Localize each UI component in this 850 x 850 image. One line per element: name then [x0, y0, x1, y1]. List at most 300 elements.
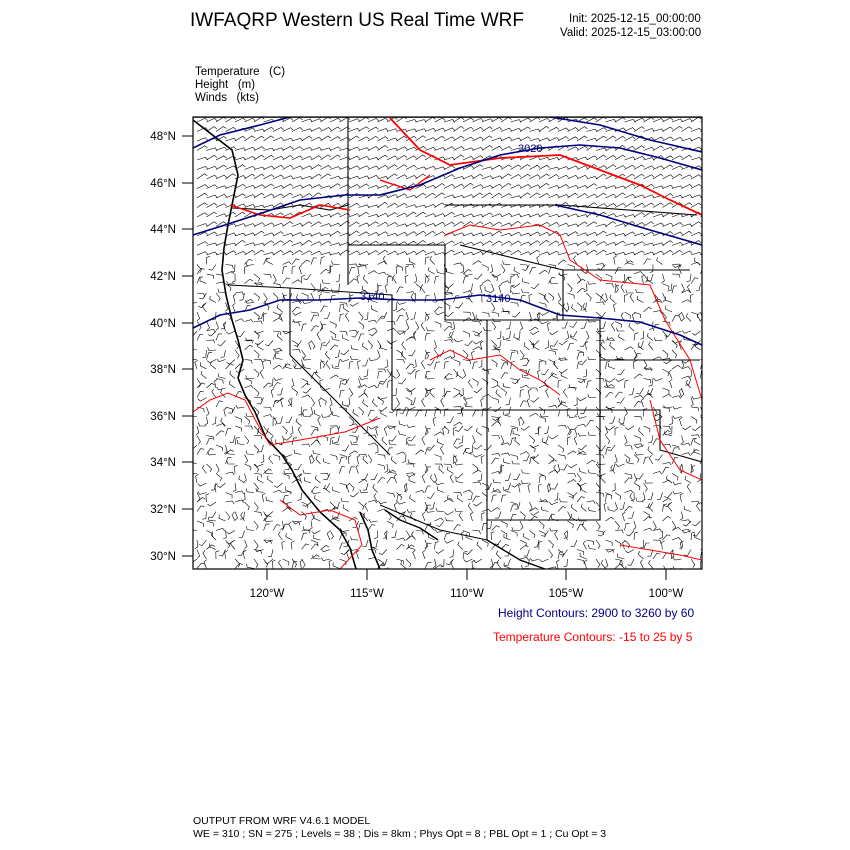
wind-barb [226, 243, 237, 246]
wind-barb [413, 332, 416, 341]
wind-barb [374, 493, 378, 502]
wind-barb [197, 312, 200, 321]
wind-barb [672, 341, 677, 349]
wind-barb [321, 306, 328, 312]
wind-barb [313, 450, 321, 454]
wind-barb [205, 417, 208, 426]
wind-barb [283, 278, 291, 284]
wind-barb [685, 476, 691, 483]
wind-barb [691, 252, 702, 255]
wind-barb [256, 488, 264, 493]
wind-barb [264, 127, 275, 131]
wind-barb [226, 493, 233, 499]
wind-barb [605, 426, 608, 435]
wind-barb [349, 467, 355, 474]
wind-barb [378, 455, 386, 459]
contour-label: 3020 [518, 143, 543, 155]
wind-barb [197, 407, 204, 412]
wind-barb [433, 417, 436, 426]
wind-barb [549, 405, 558, 408]
wind-barb [492, 471, 501, 474]
wind-barb [389, 441, 397, 445]
wind-barb [673, 416, 682, 419]
wind-barb [558, 214, 569, 217]
wind-barb [653, 223, 664, 227]
wind-barb [493, 488, 501, 493]
wind-barb [441, 398, 444, 407]
wind-barb [396, 266, 399, 274]
wind-barb [520, 452, 529, 455]
wind-barb [653, 119, 664, 123]
wind-barb [292, 156, 303, 160]
wind-barb [606, 155, 616, 160]
wind-barb [450, 550, 454, 558]
wind-barb [549, 436, 558, 440]
wind-barb [254, 129, 265, 132]
wind-barb [273, 175, 284, 179]
wind-barb [302, 444, 311, 447]
wind-barb [435, 193, 445, 198]
wind-barb [245, 174, 255, 179]
wind-barb [653, 129, 664, 132]
wind-barb [695, 438, 701, 445]
wind-barb [254, 155, 264, 160]
wind-barb [235, 465, 238, 473]
wind-barb [468, 493, 473, 500]
wind-barb [539, 475, 544, 483]
wind-barb [463, 312, 471, 316]
wind-barb [254, 293, 260, 301]
wind-barb [406, 398, 412, 405]
wind-barb [473, 482, 482, 485]
wind-barb [577, 215, 588, 218]
wind-barb [530, 185, 541, 189]
wind-barb [568, 464, 577, 468]
field-unit: (C) [269, 66, 286, 78]
wind-barb [330, 137, 341, 141]
wind-barb [615, 193, 625, 198]
wind-barb [302, 293, 309, 299]
wind-barb [473, 362, 478, 369]
wind-barb [393, 303, 396, 311]
wind-barb [562, 322, 568, 329]
wind-barb [405, 275, 408, 284]
wind-barb [311, 258, 317, 265]
wind-barb [634, 483, 640, 490]
wind-barb [551, 483, 558, 489]
wind-barb [596, 186, 607, 189]
wind-barb [302, 119, 313, 122]
wind-barb [350, 303, 359, 307]
wind-barb [520, 233, 531, 236]
wind-barb [444, 533, 450, 540]
wind-barb [197, 563, 205, 568]
wind-barb [212, 417, 216, 425]
wind-barb [601, 342, 606, 350]
wind-barb [273, 417, 277, 426]
wind-barb [454, 136, 464, 141]
wind-barb [254, 147, 265, 151]
field-name: Temperature [195, 66, 260, 78]
wind-barb [279, 560, 283, 569]
wind-barb [454, 155, 464, 160]
wind-barb [563, 304, 568, 312]
wind-barb [444, 137, 455, 141]
wind-barb [596, 117, 606, 122]
wind-barb [627, 559, 634, 565]
wind-barb [263, 360, 266, 369]
wind-barb [528, 484, 531, 493]
wind-barb [664, 493, 672, 498]
wind-barb [321, 155, 331, 160]
wind-barb [283, 165, 294, 169]
wind-barb [262, 493, 265, 502]
wind-barb [495, 512, 501, 519]
wind-barb [292, 243, 303, 246]
wind-barb [319, 294, 322, 303]
wind-barb [549, 293, 554, 301]
wind-barb [444, 322, 451, 327]
wind-barb [283, 213, 294, 217]
wind-barb [435, 222, 446, 226]
wind-barb [349, 231, 359, 236]
wind-barb [625, 407, 628, 416]
wind-barb [302, 530, 310, 533]
wind-barb [644, 203, 655, 208]
wind-barb [254, 398, 262, 401]
wind-barb [663, 185, 674, 188]
wind-barb [235, 491, 244, 494]
wind-barb [197, 157, 208, 160]
wind-barb [378, 202, 388, 207]
wind-barb [480, 284, 483, 293]
wind-barb [273, 365, 282, 369]
wind-barb [604, 503, 607, 512]
wind-barb [198, 398, 207, 402]
wind-barb [625, 380, 629, 388]
wind-barb [499, 464, 502, 473]
wind-barb [294, 450, 301, 455]
wind-barb [473, 185, 484, 189]
wind-barb [568, 344, 574, 351]
wind-barb [672, 316, 679, 322]
wind-barb [530, 165, 541, 169]
wind-barb [653, 174, 663, 179]
wind-barb [416, 490, 425, 493]
wind-barb [496, 551, 501, 559]
wind-barb [615, 155, 625, 160]
wind-barb [625, 184, 636, 189]
wind-barb [369, 519, 378, 522]
wind-barb [606, 194, 617, 198]
wind-barb [444, 356, 453, 359]
wind-barb [682, 224, 693, 227]
wind-barb [644, 517, 652, 522]
wind-barb [416, 284, 421, 292]
wind-barb [359, 196, 370, 199]
wind-barb [511, 455, 518, 460]
wind-barb [368, 147, 379, 151]
wind-barb [454, 126, 464, 131]
wind-barb [416, 205, 427, 208]
wind-barb [520, 193, 530, 198]
wind-barb [568, 521, 574, 528]
wind-barb [511, 221, 521, 226]
wind-barb [389, 436, 397, 442]
wind-barb [235, 136, 245, 141]
wind-barb [277, 333, 282, 341]
wind-barb [387, 493, 394, 498]
wind-barb [644, 307, 652, 312]
wind-barb [473, 214, 484, 217]
wind-barb [444, 166, 455, 170]
wind-barb [568, 243, 579, 246]
wind-barb [445, 540, 454, 543]
wind-barb [425, 257, 429, 265]
wind-barb [221, 350, 226, 357]
wind-barb [254, 205, 265, 208]
wind-barb [473, 127, 484, 131]
wind-barb [237, 440, 244, 445]
wind-barb [383, 256, 387, 265]
wind-barb [277, 417, 282, 424]
lat-axis [150, 131, 176, 563]
wind-barb [296, 418, 301, 426]
wind-barb [435, 253, 446, 256]
wind-barb [501, 465, 504, 473]
wind-barb [245, 379, 252, 385]
wind-barb [235, 251, 246, 255]
wind-barb [520, 214, 531, 217]
wind-barb [435, 550, 444, 554]
wind-barb [606, 361, 611, 369]
wind-barb [254, 540, 258, 549]
wind-barb [663, 175, 674, 179]
wind-barb [311, 544, 319, 550]
wind-barb [267, 428, 273, 436]
wind-barb [399, 431, 406, 436]
wind-barb [539, 222, 550, 226]
wind-barb [203, 550, 207, 559]
lon-label-120: 120°W [249, 588, 285, 600]
wind-barb [210, 543, 217, 549]
wind-barb [302, 147, 313, 150]
wind-barb [625, 550, 634, 553]
wind-barb [625, 174, 635, 179]
wind-barb [579, 450, 587, 454]
wind-barb [606, 252, 617, 255]
wind-barb [663, 203, 673, 208]
wind-barb [197, 383, 205, 388]
wind-barb [653, 251, 664, 255]
wind-barb [520, 165, 530, 170]
wind-barb [506, 407, 511, 414]
wind-barb [302, 251, 313, 255]
wind-barb [245, 279, 254, 283]
wind-barb [435, 432, 444, 436]
wind-barb [340, 166, 351, 169]
wind-barb [539, 157, 550, 160]
wind-barb [311, 341, 315, 350]
wind-barb [598, 265, 606, 270]
wind-barb [512, 312, 520, 317]
wind-barb [473, 379, 479, 386]
height-contour-legend: Height Contours: 2900 to 3260 by 60 [498, 606, 695, 620]
wind-barb [642, 275, 645, 284]
wind-barb [568, 252, 579, 255]
wind-barb [359, 184, 370, 189]
wind-barb [519, 484, 522, 493]
wind-barb [351, 345, 358, 350]
wind-barb [503, 383, 510, 388]
wind-barb [539, 118, 550, 122]
wind-barb [368, 214, 379, 217]
wind-barb [625, 312, 631, 319]
wind-barb [230, 436, 235, 443]
wind-barb [511, 128, 522, 131]
wind-barb [614, 303, 617, 312]
wind-barb [416, 322, 419, 331]
wind-barb [577, 127, 587, 132]
wind-barb [208, 452, 216, 455]
wind-barb [235, 350, 239, 359]
wind-barb [422, 474, 425, 483]
wind-barb [425, 543, 431, 549]
wind-barb [197, 213, 208, 217]
wind-barb [416, 410, 423, 416]
wind-barb [492, 360, 498, 368]
wind-barb [492, 222, 503, 226]
wind-barb [368, 328, 377, 331]
wind-barb [254, 512, 262, 516]
wind-barb [601, 560, 605, 568]
wind-barb [435, 203, 445, 208]
wind-barb [312, 491, 321, 494]
wind-barb [644, 158, 655, 161]
wind-barb [364, 312, 368, 320]
wind-barb [463, 195, 474, 198]
wind-barb [620, 502, 625, 509]
wind-barb [520, 252, 531, 255]
wind-barb [304, 477, 311, 483]
wind-barb [606, 222, 616, 227]
wind-barb [511, 138, 522, 141]
wind-barb [232, 274, 235, 282]
wind-barb [578, 445, 586, 450]
wind-barb [425, 448, 431, 455]
wind-barb [322, 341, 330, 347]
wind-barb [672, 166, 683, 170]
wind-barb [473, 261, 482, 265]
wind-barb [302, 185, 313, 189]
wind-barb [406, 223, 417, 227]
wind-barb [195, 540, 198, 549]
wind-barb [330, 176, 341, 179]
wind-barb [330, 345, 338, 350]
wind-barb [302, 410, 308, 417]
wind-barb [397, 175, 408, 179]
wind-barb [606, 119, 617, 122]
wind-barb [691, 559, 695, 568]
wind-barb [482, 241, 493, 246]
wind-barb [606, 540, 613, 546]
wind-barb [454, 439, 461, 445]
wind-barb [226, 138, 237, 141]
wind-barb [425, 193, 435, 198]
wind-barb [625, 474, 633, 479]
wind-barb [216, 474, 222, 482]
wind-barb [530, 445, 536, 452]
wind-barb [522, 265, 529, 271]
wind-barb [511, 214, 522, 217]
wind-barb [283, 138, 294, 141]
wind-barb [644, 259, 651, 265]
wind-barb [425, 391, 430, 398]
wind-barb [440, 446, 444, 455]
wind-barb [539, 126, 549, 131]
wind-barb [237, 331, 244, 337]
wind-barb [292, 350, 300, 353]
wind-barb [368, 569, 371, 578]
wind-barb [271, 389, 274, 398]
wind-barb [227, 451, 235, 455]
wind-barb [239, 476, 245, 483]
wind-barb [265, 559, 273, 564]
wind-barb [571, 540, 577, 547]
wind-barb [691, 232, 702, 236]
wind-barb [511, 185, 522, 189]
wind-barb [202, 350, 206, 358]
wind-barb [444, 157, 455, 160]
wind-barb [349, 451, 358, 455]
wind-barb [601, 475, 606, 483]
wind-barb [302, 379, 308, 386]
wind-barb [264, 524, 270, 531]
wind-barb [341, 498, 349, 502]
wind-barb [539, 193, 550, 198]
wind-barb [504, 459, 511, 464]
wind-barb [273, 137, 284, 141]
wind-barb [539, 174, 549, 179]
wind-barb [387, 148, 398, 151]
wind-barb [389, 469, 397, 474]
wind-barb [350, 356, 358, 360]
wind-barb [359, 205, 370, 208]
wind-barb [694, 449, 701, 455]
wind-barb [644, 118, 655, 123]
wind-barb [349, 264, 357, 267]
wind-barb [539, 252, 550, 255]
wind-barb [347, 484, 350, 493]
wind-barb [557, 464, 560, 473]
wind-barb [266, 497, 273, 502]
wind-barb [310, 407, 313, 416]
wind-barb [501, 183, 511, 188]
wind-barb [197, 118, 208, 122]
wind-barb [376, 427, 379, 436]
wind-barb [549, 350, 556, 355]
wind-barb [264, 166, 275, 170]
wind-barb [397, 302, 406, 305]
wind-barb [503, 261, 511, 265]
wind-barb [616, 464, 625, 467]
wind-barb [198, 423, 206, 426]
wind-barb [378, 185, 389, 188]
wind-barb [516, 331, 520, 339]
wind-barb [406, 147, 417, 150]
wind-barb [568, 137, 579, 141]
lat-label-48: 48°N [150, 131, 176, 143]
